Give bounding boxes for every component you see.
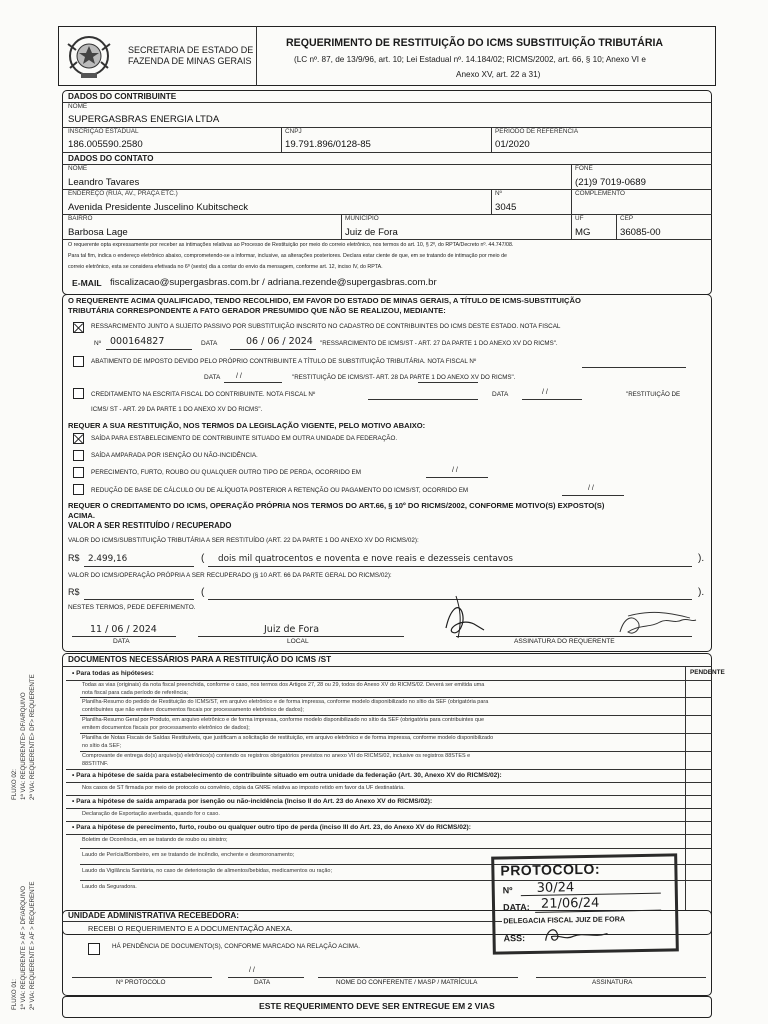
applicant-signature (428, 588, 698, 646)
creditamento-checkbox[interactable] (73, 388, 84, 399)
fluxo-02-via2: 2ª VIA: REQUERENTE> DF> REQUERENTE (29, 674, 36, 800)
stamp-title: PROTOCOLO: (500, 860, 601, 879)
legal-basis-line-2: Anexo XV, art. 22 a 31) (456, 70, 541, 79)
valor-st-currency: R$ (68, 553, 80, 563)
page-title: REQUERIMENTO DE RESTITUIÇÃO DO ICMS SUBSTITUIÇÃO TRIBUTÁRIA (286, 37, 664, 49)
motivo-isencao-label: SAÍDA AMPARADA POR ISENÇÃO OU NÃO-INCIDÊNCIA. (91, 452, 258, 459)
coat-of-arms-icon (64, 32, 114, 80)
contato-section-title: DADOS DO CONTATO (68, 154, 154, 163)
doc-item: Laudo de Perícia/Bombeiro, em se tratando de incêndio, enchente e desmoronamento; (82, 852, 295, 858)
email-notice-3: correio eletrônico, esta se considera efetivada no 6º (sexto) dia a contar do envio da mensagem, conforme art. 12, inciso IV, do RPTA. (68, 264, 383, 270)
unidade-section-title: UNIDADE ADMINISTRATIVA RECEBEDORA: (68, 911, 240, 920)
contribuinte-nome[interactable]: SUPERGASBRAS ENERGIA LTDA (68, 114, 220, 125)
doc-item: Planilha-Resumo do pedido de Restituição do ICMS/ST, em arquivo eletrônico e de forma impressa, conforme modelo disponibilizado no sítio da SEF (obrigatória para (82, 699, 489, 705)
motivo-heading: REQUER A SUA RESTITUIÇÃO, NOS TERMOS DA LEGISLAÇÃO VIGENTE, PELO MOTIVO ABAIXO: (68, 421, 426, 430)
uf[interactable]: MG (575, 227, 591, 238)
signature-date[interactable]: 11 / 06 / 2024 (90, 624, 157, 635)
creditamento-heading-1: REQUER O CREDITAMENTO DO ICMS, OPERAÇÃO PRÓPRIA NOS TERMOS DO ART.66, § 10º DO RICMS/2002, CONFORME MOTIVO(S) EXPOSTO(S) (68, 501, 605, 510)
doc-item: Laudo da Vigilância Sanitária, no caso de deterioração de alimentos/bebidas, medicamentos ou ração; (82, 868, 333, 874)
unit-date-blank[interactable]: / / (249, 967, 255, 974)
valor-op-paren-close: ). (698, 587, 705, 598)
fone[interactable]: (21)9 7019-0689 (575, 177, 646, 188)
motivo-perecimento-label: PERECIMENTO, FURTO, ROUBO OU QUALQUER OUTRO TIPO DE PERDA, OCORRIDO EM (91, 469, 361, 476)
deferimento-text: NESTES TERMOS, PEDE DEFERIMENTO. (68, 604, 196, 611)
email-value[interactable]: fiscalizacao@supergasbras.com.br / adriana.rezende@supergasbras.com.br (110, 277, 437, 288)
opt2-tail: "RESTITUIÇÃO DE ICMS/ST- ART. 28 DA PARTE 1 DO ANEXO XV DO RICMS". (292, 374, 516, 381)
group-todas-title: • Para todas as hipóteses: (72, 670, 154, 677)
opt3-tail-2: ICMS/ ST - ART. 29 DA PARTE 1 DO ANEXO XV DO RICMS". (91, 406, 263, 413)
endereco[interactable]: Avenida Presidente Juscelino Kubitscheck (68, 202, 249, 213)
group-perecimento-title: • Para a hipótese de perecimento, furto, roubo ou qualquer outro tipo de perda (inciso III do Art. 23, do Anexo XV do RICMS/02): (72, 824, 471, 831)
signature-place[interactable]: Juiz de Fora (264, 624, 320, 635)
doc-item: Planilha de Notas Fiscais de Saídas Restituíveis, que justificam a solicitação de restituição, em arquivo eletrônico e de forma impressa, conforme modelo disponibilizado (82, 735, 494, 741)
stamp-number-label: Nº (502, 885, 513, 896)
valor-op-label: VALOR DO ICMS/OPERAÇÃO PRÓPRIA A SER RECUPERADO (§ 10 ART. 66 DA PARTE GERAL DO RICMS/02): (68, 572, 392, 579)
periodo-label: PERÍODO DE REFERÊNCIA (495, 128, 579, 135)
bairro-label: BAIRRO (68, 215, 93, 222)
municipio-label: MUNICÍPIO (345, 215, 379, 222)
stamp-date-label: DATA: (502, 901, 530, 913)
request-intro-2: TRIBUTÁRIA CORRESPONDENTE A FATO GERADOR PRESUMIDO QUE NÃO SE REALIZOU, MEDIANTE: (68, 306, 446, 315)
fluxo-02-via1: 1ª VIA: REQUERENTE> DF/ARQUIVO (20, 692, 27, 800)
doc-item: Comprovante de entrega do(s) arquivo(s) eletrônico(s) contendo os registros obrigatórios previstos no anexo VII do RICMS/02, inclusive os registros 88STES e (82, 753, 471, 759)
protocolo-number-label: Nº PROTOCOLO (116, 979, 166, 986)
fluxo-02-label: FLUXO 02: (11, 769, 18, 800)
motivo-perecimento-date[interactable]: / / (452, 467, 458, 474)
numero-label: Nº (495, 190, 502, 197)
agency-line-1: SECRETARIA DE ESTADO DE (128, 45, 254, 55)
cnpj[interactable]: 19.791.896/0128-85 (285, 139, 371, 150)
ie-label: INSCRIÇÃO ESTADUAL (68, 128, 139, 135)
endereco-label: ENDEREÇO (RUA, AV., PRAÇA ETC.) (68, 190, 178, 197)
valor-st-paren-close: ). (698, 553, 705, 564)
creditamento-label: CREDITAMENTO NA ESCRITA FISCAL DO CONTRIBUINTE. NOTA FISCAL Nº (91, 391, 316, 398)
motivo-outra-uf-label: SAÍDA PARA ESTABELECIMENTO DE CONTRIBUINTE SITUADO EM OUTRA UNIDADE DA FEDERAÇÃO. (91, 435, 398, 442)
opt1-data-label: DATA (201, 340, 218, 347)
motivo-reducao-checkbox[interactable] (73, 484, 84, 495)
doc-item: nota fiscal para cada período de referência; (82, 690, 189, 696)
footer-note: ESTE REQUERIMENTO DEVE SER ENTREGUE EM 2 VIAS (259, 1001, 495, 1011)
doc-item: contribuintes que não emitem documentos fiscais por processamento eletrônico de dados); (82, 707, 304, 713)
stamp-signature (531, 921, 651, 947)
creditamento-heading-2: ACIMA. (68, 511, 95, 520)
opt3-tail-1: "RESTITUIÇÃO DE (626, 391, 681, 398)
motivo-perecimento-checkbox[interactable] (73, 467, 84, 478)
stamp-signature-label: ASS: (503, 933, 526, 944)
signature-label: ASSINATURA DO REQUERENTE (514, 638, 615, 645)
inscricao-estadual[interactable]: 186.005590.2580 (68, 139, 143, 150)
documentos-section-title: DOCUMENTOS NECESSÁRIOS PARA A RESTITUIÇÃO DO ICMS /ST (68, 655, 332, 664)
municipio[interactable]: Juiz de Fora (345, 227, 398, 238)
opt1-nf-label: Nº (94, 340, 102, 347)
contribuinte-section-title: DADOS DO CONTRIBUINTE (68, 92, 177, 101)
doc-item: Boletim de Ocorrência, em se tratando de roubo ou sinistro; (82, 837, 228, 843)
email-notice-2: Para tal fim, indica o endereço eletrônico abaixo, comprometendo-se a informar, inclusive, as alterações posteriores. Declara estar ciente de que, em se tratando de intimação por meio de (68, 253, 507, 259)
bairro[interactable]: Barbosa Lage (68, 227, 128, 238)
valor-st-label: VALOR DO ICMS/SUBSTITUIÇÃO TRIBUTÁRIA A SER RESTITUÍDO (ART. 22 DA PARTE 1 DO ANEXO XV DO RICMS/02): (68, 537, 419, 544)
opt1-data[interactable]: 06 / 06 / 2024 (246, 336, 313, 347)
legal-basis-line-1: (LC nº. 87, de 13/9/96, art. 10; Lei Estadual nº. 14.184/02; RICMS/2002, art. 66, § 10; Anexo VI e (294, 55, 646, 64)
ressarcimento-label: RESSARCIMENTO JUNTO A SUJEITO PASSIVO POR SUBSTITUIÇÃO INSCRITO NO CADASTRO DE CONTRIBUINTES DO ICMS DESTE ESTADO. NOTA FISCAL (91, 323, 561, 330)
pendencia-checkbox[interactable] (88, 943, 100, 955)
nome-label: NOME (68, 103, 88, 110)
cep[interactable]: 36085-00 (620, 227, 661, 238)
opt2-data[interactable]: / / (236, 373, 242, 380)
group-outra-uf-title: • Para a hipótese de saída para estabelecimento de contribuinte situado em outra unidade da federação (Art. 30, Anexo XV do RICMS/02): (72, 772, 502, 779)
conferente-label: NOME DO CONFERENTE / MASP / MATRÍCULA (336, 979, 478, 986)
abatimento-label: ABATIMENTO DE IMPOSTO DEVIDO PELO PRÓPRIO CONTRIBUINTE A TÍTULO DE SUBSTITUIÇÃO TRIBUTÁRIA. NOTA FISCAL Nº (91, 358, 477, 365)
stamp-unit: DELEGACIA FISCAL JUIZ DE FORA (503, 914, 626, 926)
doc-item: no sítio da SEF; (82, 743, 122, 749)
fone-label: FONE (575, 165, 593, 172)
signature-date-label: DATA (113, 638, 130, 645)
request-intro-1: O REQUERENTE ACIMA QUALIFICADO, TENDO RECOLHIDO, EM FAVOR DO ESTADO DE MINAS GERAIS, A TÍTULO DE ICMS-SUBSTITUIÇÃO (68, 296, 581, 305)
stamp-number: 30/24 (536, 880, 575, 896)
valor-st-amount[interactable]: 2.499,16 (88, 554, 128, 564)
valor-st-paren-open: ( (201, 553, 205, 564)
valor-st-extenso[interactable]: dois mil quatrocentos e noventa e nove reais e dezesseis centavos (218, 554, 513, 564)
valor-op-currency: R$ (68, 587, 80, 597)
motivo-reducao-date[interactable]: / / (588, 485, 594, 492)
cnpj-label: CNPJ (285, 128, 302, 135)
abatimento-checkbox[interactable] (73, 356, 84, 367)
doc-item: Planilha-Resumo Geral por Produto, em arquivo eletrônico e de forma impressa, conforme modelo disponibilizado no sítio da SEF (obrigatória para contribuintes que (82, 717, 485, 723)
periodo-referencia[interactable]: 01/2020 (495, 139, 530, 150)
fluxo-01-via1: 1ª VIA: REQUERENTE > AF > DF/ARQUIVO (20, 885, 27, 1010)
doc-item: Todas as vias (originais) da nota fiscal preenchida, conforme o caso, nos termos dos Artigos 27, 28 ou 29, todos do Anexo XV do RICMS/02. Deverá ser emitida uma (82, 682, 485, 688)
contato-nome[interactable]: Leandro Tavares (68, 177, 140, 188)
cep-label: CEP (620, 215, 634, 222)
opt3-data[interactable]: / / (542, 389, 548, 396)
email-label: E-MAIL (72, 278, 102, 288)
opt1-tail: "RESSARCIMENTO DE ICMS/ST - ART. 27 DA PARTE 1 DO ANEXO XV DO RICMS". (320, 340, 558, 347)
numero[interactable]: 3045 (495, 202, 517, 213)
valor-op-paren-open: ( (201, 587, 205, 598)
protocol-stamp (491, 853, 679, 954)
contato-nome-label: NOME (68, 165, 88, 172)
doc-item: emitem documentos fiscais por processamento eletrônico de dados); (82, 725, 250, 731)
opt1-nota-fiscal[interactable]: 000164827 (110, 336, 165, 347)
complemento-label: COMPLEMENTO (575, 190, 625, 197)
pendente-header: PENDENTE (690, 669, 725, 676)
opt2-data-label: DATA (204, 374, 221, 381)
stamp-date: 21/06/24 (540, 895, 600, 912)
email-notice-1: O requerente opta expressamente por receber as intimações relativas ao Processo de Restituição por meio do correio eletrônico, nos termos do art. 10, § 2º, do RPTA/Decreto nº. 44.747/08. (68, 242, 514, 248)
doc-item: 88STITNF. (82, 761, 109, 767)
motivo-outra-uf-checkbox[interactable] (73, 433, 84, 444)
unit-signature-label: ASSINATURA (592, 979, 633, 986)
fluxo-01-label: FLUXO 01: (11, 979, 18, 1010)
agency-line-2: FAZENDA DE MINAS GERAIS (128, 56, 252, 66)
doc-item: Declaração de Exportação averbada, quando for o caso. (82, 811, 220, 817)
fluxo-01-via2: 2ª VIA: REQUERENTE > AF > REQUERENTE (29, 881, 36, 1010)
pendencia-text: HÁ PENDÊNCIA DE DOCUMENTO(S), CONFORME MARCADO NA RELAÇÃO ACIMA. (112, 943, 360, 950)
ressarcimento-checkbox[interactable] (73, 322, 84, 333)
doc-item: Nos casos de ST firmada por meio de protocolo ou convênio, cópia da GNRE relativa ao imposto retido em favor da UF destinatária. (82, 785, 405, 791)
uf-label: UF (575, 215, 584, 222)
group-isencao-title: • Para a hipótese de saída amparada por isenção ou não-incidência (Inciso II do Art. 23 do Anexo XV do RICMS/02): (72, 798, 433, 805)
motivo-isencao-checkbox[interactable] (73, 450, 84, 461)
unit-date-label: DATA (254, 979, 271, 986)
recebi-text: RECEBI O REQUERIMENTO E A DOCUMENTAÇÃO ANEXA. (88, 924, 293, 933)
opt3-data-label: DATA (492, 391, 509, 398)
signature-place-label: LOCAL (287, 638, 309, 645)
valor-heading: VALOR A SER RESTITUÍDO / RECUPERADO (68, 521, 232, 530)
doc-item: Laudo da Seguradora. (82, 884, 137, 890)
motivo-reducao-label: REDUÇÃO DE BASE DE CÁLCULO OU DE ALÍQUOTA POSTERIOR A RETENÇÃO OU PAGAMENTO DO ICMS/ST, OCORRIDO EM (91, 487, 469, 494)
